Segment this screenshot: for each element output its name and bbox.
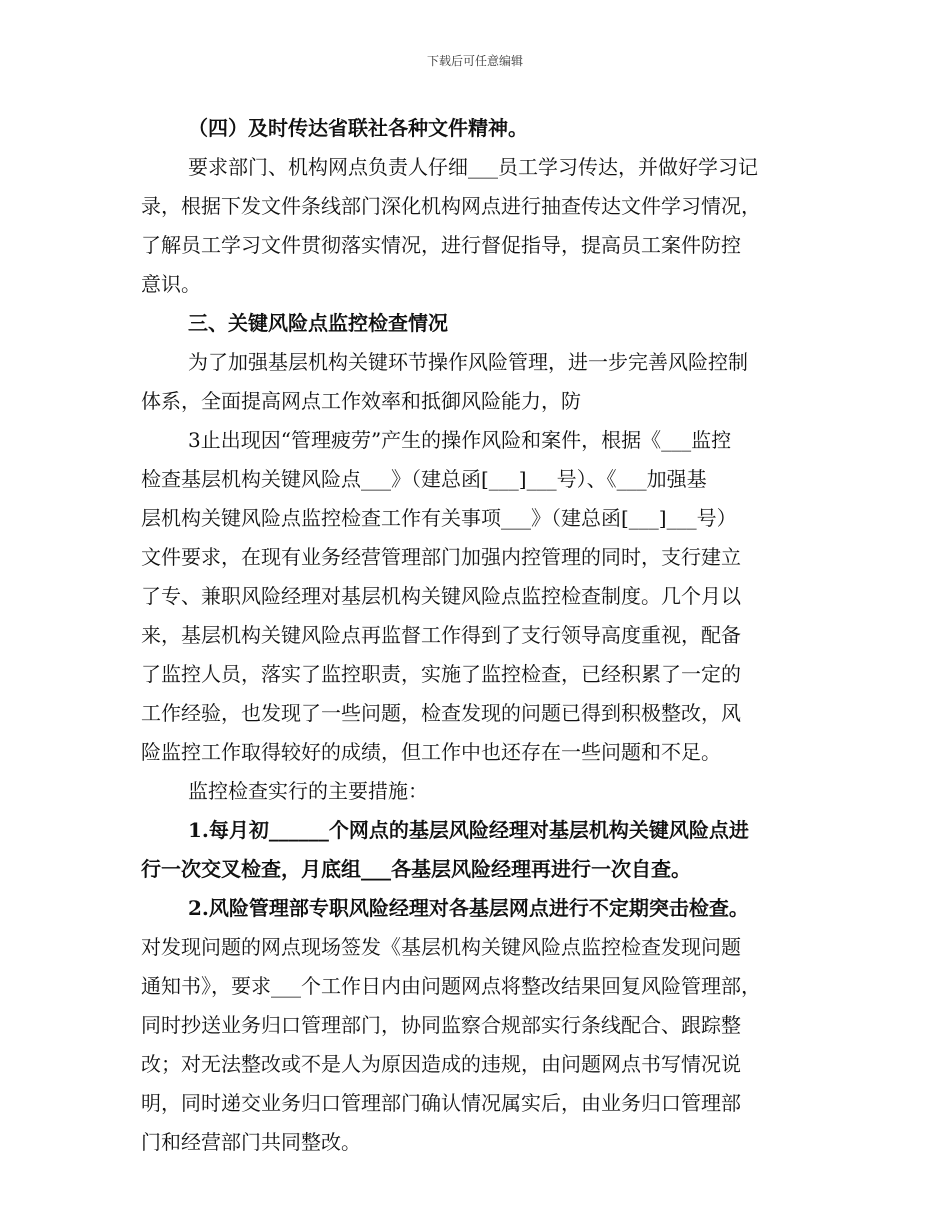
paragraph-line: 体系，全面提高网点工作效率和抵御风险能力，防 bbox=[141, 389, 581, 413]
paragraph-line: 对发现问题的网点现场签发《基层机构关键风险点监控检查发现问题 bbox=[141, 935, 741, 959]
paragraph-line: 检查基层机构关键风险点___》（建总函[___]___号）、《___加强基 bbox=[141, 467, 707, 491]
paragraph-line: 了监控人员，落实了监控职责，实施了监控检查，已经积累了一定的 bbox=[141, 662, 741, 686]
document-body bbox=[141, 109, 821, 1162]
paragraph-line: 明，同时递交业务归口管理部门确认情况属实后，由业务归口管理部 bbox=[141, 1091, 741, 1115]
paragraph-line: 层机构关键风险点监控检查工作有关事项___》（建总函[___]___号） bbox=[141, 506, 737, 530]
paragraph-line: 意识。 bbox=[141, 272, 201, 296]
page-header: 下载后可任意编辑 bbox=[426, 54, 523, 68]
paragraph-line: 门和经营部门共同整改。 bbox=[141, 1130, 361, 1154]
measure-item-2: 2.风险管理部专职风险经理对各基层网点进行不定期突击检查。 bbox=[188, 896, 749, 920]
paragraph-line: 险监控工作取得较好的成绩，但工作中也还存在一些问题和不足。 bbox=[141, 740, 721, 764]
paragraph-line: 文件要求，在现有业务经营管理部门加强内控管理的同时，支行建立 bbox=[141, 545, 741, 569]
paragraph-line: 同时抄送业务归口管理部门，协同监察合规部实行条线配合、跟踪整 bbox=[141, 1013, 741, 1037]
paragraph-line: 工作经验，也发现了一些问题，检查发现的问题已得到积极整改，风 bbox=[141, 701, 741, 725]
section-heading: （四）及时传达省联社各种文件精神。 bbox=[188, 116, 528, 140]
paragraph-line: 录，根据下发文件条线部门深化机构网点进行抽查传达文件学习情况， bbox=[141, 194, 761, 218]
measure-item-1: 1.每月初______个网点的基层风险经理对基层机构关键风险点进 bbox=[188, 818, 749, 842]
paragraph-line: 了专、兼职风险经理对基层机构关键风险点监控检查制度。几个月以 bbox=[141, 584, 741, 608]
paragraph-line: 了解员工学习文件贯彻落实情况，进行督促指导，提高员工案件防控 bbox=[141, 233, 741, 257]
paragraph-line: 为了加强基层机构关键环节操作风险管理，进一步完善风险控制 bbox=[188, 350, 748, 374]
paragraph-line: 要求部门、机构网点负责人仔细___员工学习传达，并做好学习记 bbox=[188, 155, 758, 179]
paragraph-line: 来，基层机构关键风险点再监督工作得到了支行领导高度重视，配备 bbox=[141, 623, 741, 647]
paragraph-line: 改；对无法整改或不是人为原因造成的违规，由问题网点书写情况说 bbox=[141, 1052, 741, 1076]
paragraph-line: 通知书》，要求___个工作日内由问题网点将整改结果回复风险管理部， bbox=[141, 974, 761, 998]
paragraph-line: 3止出现因“管理疲劳”产生的操作风险和案件，根据《___监控 bbox=[188, 428, 732, 452]
measure-item-1-cont: 行一次交叉检查，月底组___各基层风险经理再进行一次自查。 bbox=[141, 857, 691, 881]
paragraph-line: 监控检查实行的主要措施： bbox=[188, 779, 428, 803]
section-heading: 三、关键风险点监控检查情况 bbox=[188, 311, 448, 335]
